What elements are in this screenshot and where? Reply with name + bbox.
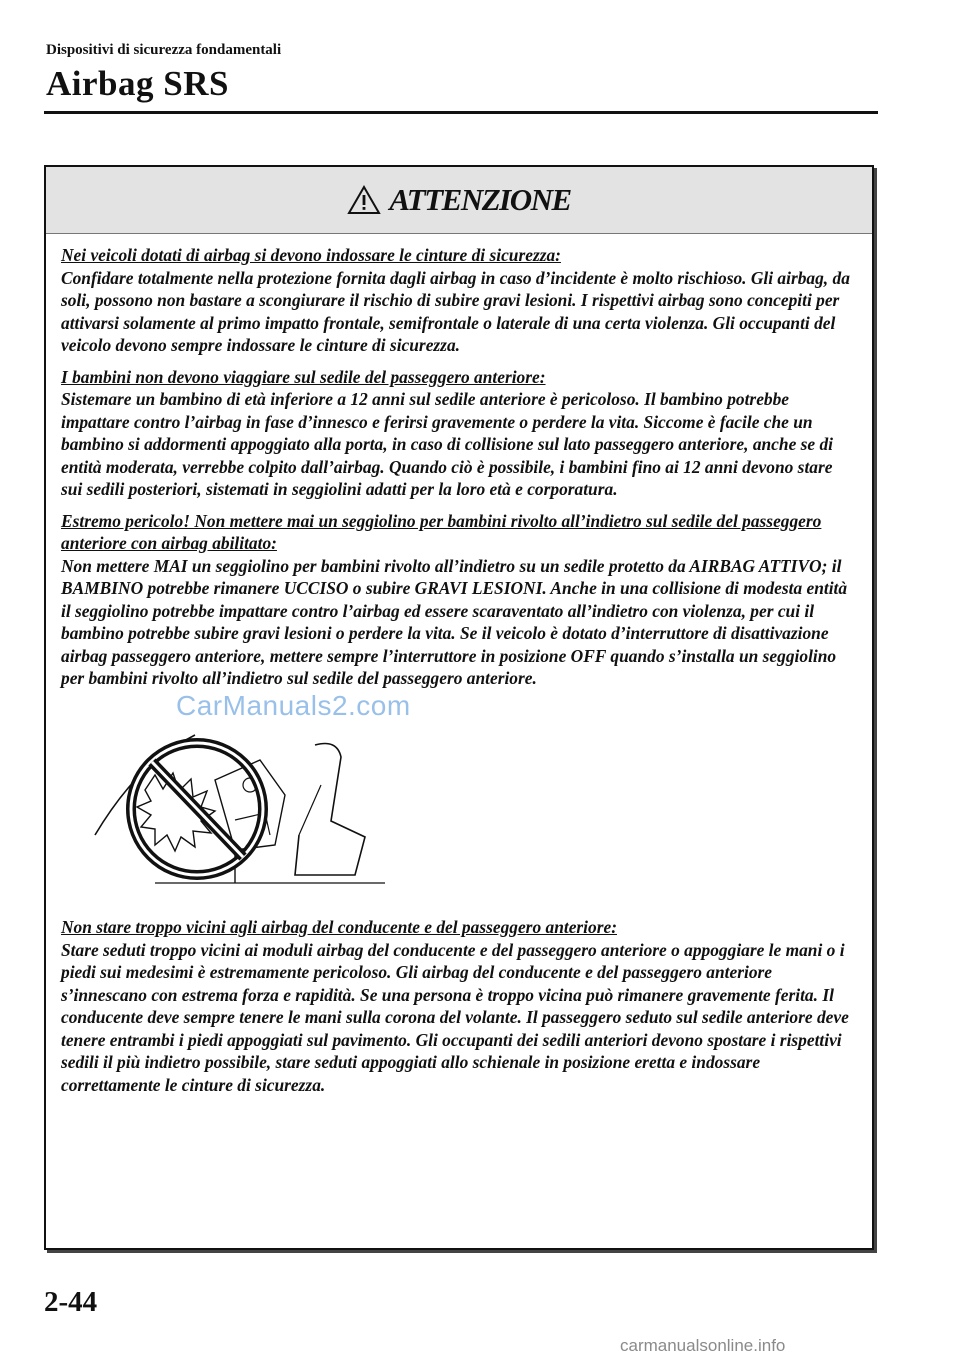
warning-paragraph: [61, 366, 858, 501]
paragraph-heading: Estremo pericolo! Non mettere mai un seggiolino per bambini rivolto all’indietro sul sedile del passeggero anteriore con airbag abilitato:: [61, 510, 822, 553]
warning-paragraph: [61, 510, 858, 690]
warning-triangle-icon: [347, 185, 381, 215]
paragraph-text: Sistemare un bambino di età inferiore a 12 anni sul sedile anteriore è pericoloso. Il bambino potrebbe impattare contro l’airbag in fase d’innesco e ferirsi gravemente o perdere la vita. Siccome è facile che un bambino si addormenti appoggiato alla porta, in caso di collisione sul lato passeggero anteriore, anche se di entità moderata, verrebbe colpito dall’airbag. Quando ciò è possibile, i bambini fino ai 12 anni devono stare sui sedili posteriori, sistemati in seggiolini adatti per la loro età e corporatura.: [61, 389, 833, 499]
warning-title: ATTENZIONE: [389, 182, 571, 217]
warning-paragraph: [61, 916, 858, 1096]
section-title: Dispositivi di sicurezza fondamentali: [46, 42, 282, 58]
warning-box: [44, 165, 874, 1250]
page-title: Airbag SRS: [46, 64, 229, 103]
warning-paragraph: [61, 244, 858, 357]
paragraph-heading: Nei veicoli dotati di airbag si devono indossare le cinture di sicurezza:: [61, 245, 561, 265]
watermark-logo: CarManuals2.com: [176, 690, 411, 721]
header-divider: [44, 111, 878, 114]
watermark-site: carmanualsonline.info: [620, 1336, 786, 1355]
paragraph-text: Stare seduti troppo vicini ai moduli airbag del conducente e del passeggero anteriore o appoggiare le mani o i piedi sui medesimi è estremamente pericoloso. Gli airbag del conducente e del passeggero anteriore s’innescano con estrema forza e rapidità. Se una persona è troppo vicina può rimanere gravemente ferita. Il conducente deve sempre tenere le mani sulla corona del volante. Il passeggero seduto sul sedile anteriore deve tenere entrambi i piedi appoggiati sul pavimento. Gli occupanti dei sedili anteriori devono spostare i rispettivi sedili il più indietro possibile, stare seduti appoggiati allo schienale in posizione eretta e indossare correttamente le cinture di sicurezza.: [61, 939, 849, 1095]
paragraph-text: Confidare totalmente nella protezione fornita dagli airbag in caso d’incidente è molto rischioso. Gli airbag, da soli, possono non bastare a scongiurare il rischio di subire gravi lesioni. I rispettivi airbag sono concepiti per attivarsi solamente al primo impatto frontale, semifrontale o laterale di una certa violenza. Gli occupanti del veicolo devono sempre indossare le cinture di sicurezza.: [61, 267, 850, 355]
page-number: 2-44: [44, 1286, 98, 1318]
paragraph-text: Non mettere MAI un seggiolino per bambini rivolto all’indietro su un sedile protetto da AIRBAG ATTIVO; il BAMBINO potrebbe rimanere UCCISO o subire GRAVI LESIONI. Anche in una collisione di modesta entità il seggiolino potrebbe impattare contro l’airbag ed essere scaraventato all’indietro con violenza, per cui il bambino potrebbe subire gravi lesioni o perdere la vita. Se il veicolo è dotato d’interruttore di disattivazione airbag passeggero anteriore, mettere sempre l’interruttore in posizione OFF quando s’installa un seggiolino per bambini rivolto all’indietro sul sedile del passeggero anteriore.: [61, 555, 848, 688]
paragraph-heading: I bambini non devono viaggiare sul sedile del passeggero anteriore:: [61, 366, 546, 387]
warning-header: [46, 167, 872, 234]
warning-body: [46, 234, 872, 1096]
rear-facing-child-seat-prohibited-icon: [85, 725, 415, 885]
paragraph-heading: Non stare troppo vicini agli airbag del conducente e del passeggero anteriore:: [61, 917, 617, 937]
